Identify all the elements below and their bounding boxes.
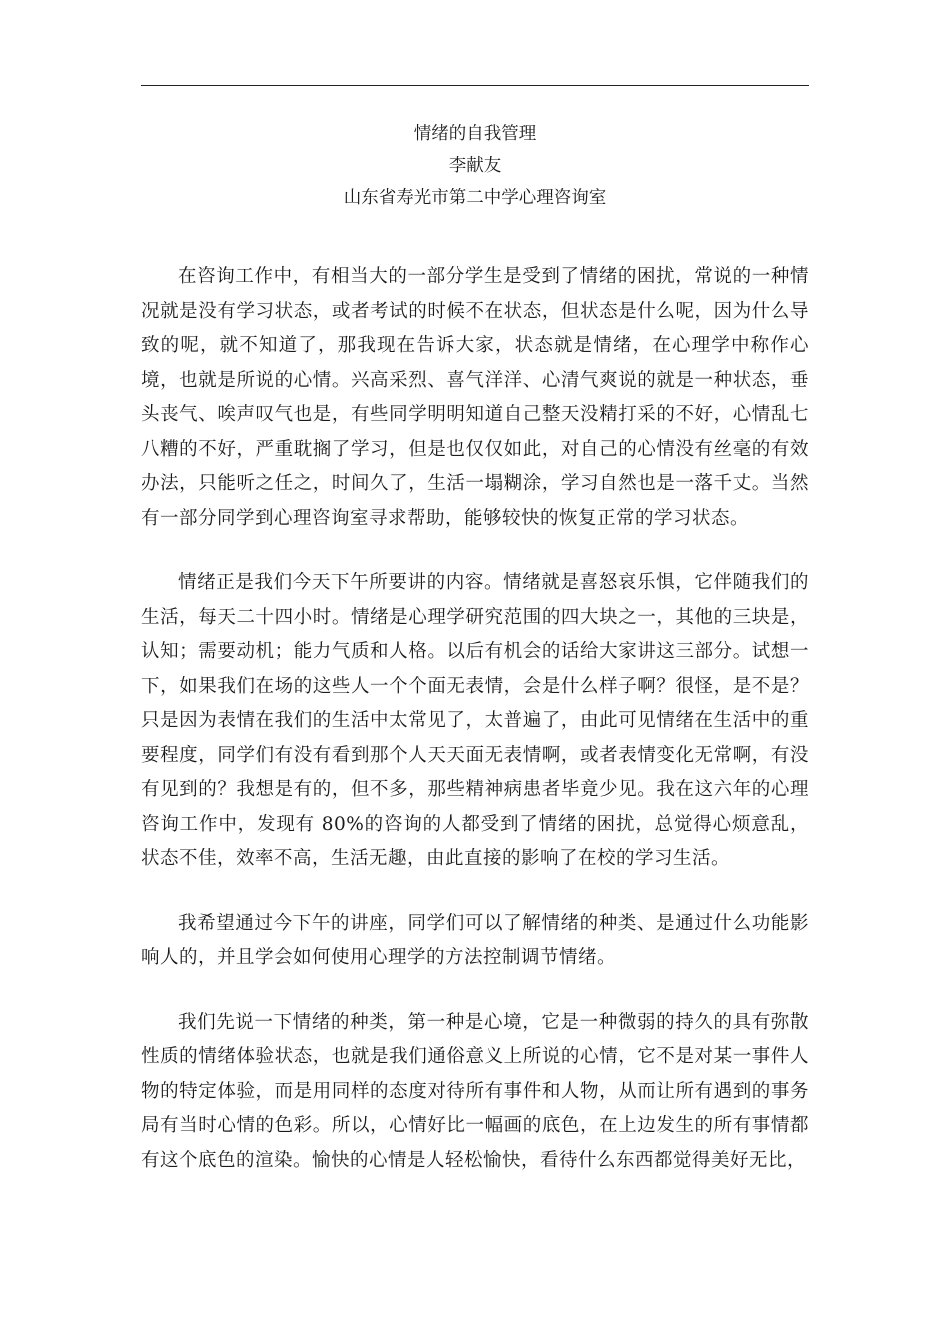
document-body [141, 260, 809, 1208]
paragraph-1: 在咨询工作中，有相当大的一部分学生是受到了情绪的困扰，常说的一种情况就是没有学习状态，或者考试的时候不在状态，但状态是什么呢，因为什么导致的呢，就不知道了，那我现在告诉大家，状态就是情绪，在心理学中称作心境，也就是所说的心情。兴高采烈、喜气洋洋、心清气爽说的就是一种状态，垂头丧气、唉声叹气也是，有些同学明明知道自己整天没精打采的不好，心情乱七八糟的不好，严重耽搁了学习，但是也仅仅如此，对自己的心情没有丝毫的有效办法，只能听之任之，时间久了，生活一塌糊涂，学习自然也是一落千丈。当然有一部分同学到心理咨询室寻求帮助，能够较快的恢复正常的学习状态。 [141, 266, 809, 529]
paragraph-2: 情绪正是我们今天下午所要讲的内容。情绪就是喜怒哀乐惧，它伴随我们的生活，每天二十四小时。情绪是心理学研究范围的四大块之一，其他的三块是，认知；需要动机；能力气质和人格。以后有机会的话给大家讲这三部分。试想一下，如果我们在场的这些人一个个面无表情，会是什么样子啊？很怪，是不是？只是因为表情在我们的生活中太常见了，太普遍了，由此可见情绪在生活中的重要程度，同学们有没有看到那个人天天面无表情啊，或者表情变化无常啊，有没有见到的？我想是有的，但不多，那些精神病患者毕竟少见。我在这六年的心理咨询工作中，发现有 80%的咨询的人都受到了情绪的困扰，总觉得心烦意乱，状态不佳，效率不高，生活无趣，由此直接的影响了在校的学习生活。 [141, 572, 809, 869]
document-affiliation: 山东省寿光市第二中学心理咨询室 [343, 188, 607, 208]
paragraph-3: 我希望通过今下午的讲座，同学们可以了解情绪的种类、是通过什么功能影响人的，并且学会如何使用心理学的方法控制调节情绪。 [141, 912, 809, 968]
document-title: 情绪的自我管理 [413, 124, 537, 144]
paragraph-4: 我们先说一下情绪的种类，第一种是心境，它是一种微弱的持久的具有弥散性质的情绪体验状态，也就是我们通俗意义上所说的心情，它不是对某一事件人物的特定体验，而是用同样的态度对待所有事件和人物，从而让所有遇到的事务局有当时心情的色彩。所以，心情好比一幅画的底色，在上边发生的所有事情都有这个底色的渲染。愉快的心情是人轻松愉快，看待什么东西都觉得美好无比， [141, 1011, 809, 1171]
title-block [141, 118, 809, 214]
document-author: 李献友 [448, 156, 502, 176]
header-rule [141, 85, 809, 86]
